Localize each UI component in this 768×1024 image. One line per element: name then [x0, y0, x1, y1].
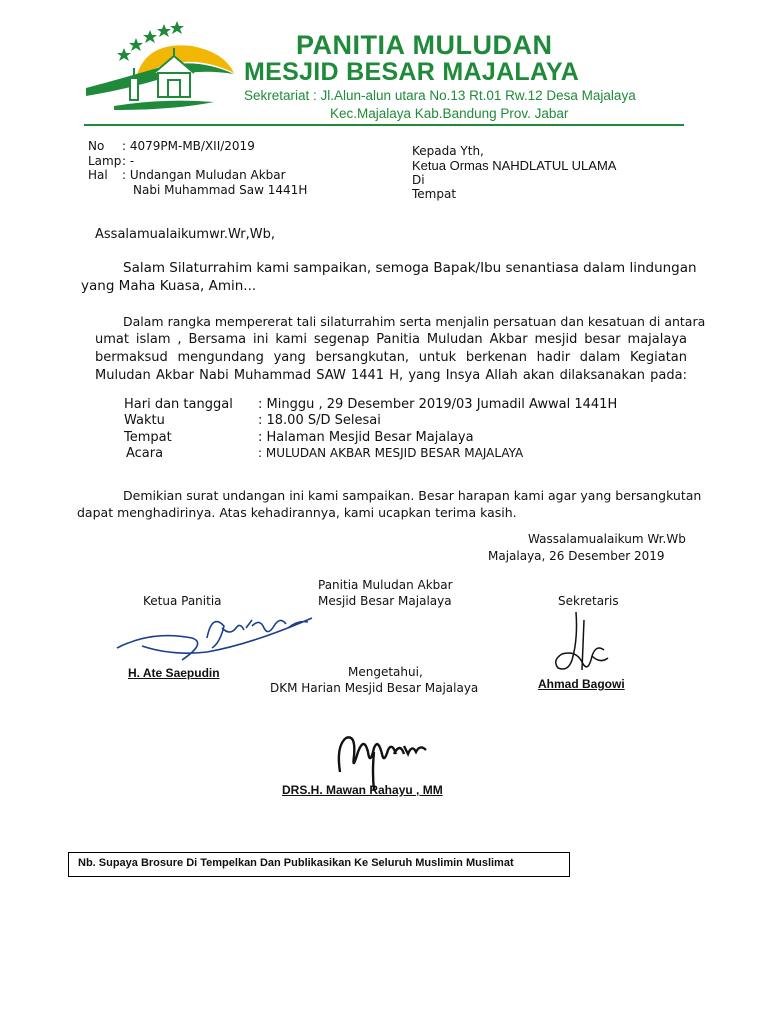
org-line-2: Mesjid Besar Majalaya: [318, 594, 452, 608]
letterhead-title-1: PANITIA MULUDAN: [296, 30, 553, 60]
sekretaris-name: Ahmad Bagowi: [538, 677, 625, 691]
detail-value-event: : MULUDAN AKBAR MESJID BESAR MAJALAYA: [258, 446, 524, 460]
para1-line-2: yang Maha Kuasa, Amin...: [81, 278, 257, 294]
meta-hal-value-2: Nabi Muhammad Saw 1441H: [133, 183, 308, 197]
closing-line-1: Demikian surat undangan ini kami sampaikan. Besar harapan kami agar yang bersangkutan: [123, 488, 702, 503]
recipient-line-1: Kepada Yth,: [412, 144, 484, 158]
para1-line-1: Salam Silaturrahim kami sampaikan, semoga Bapak/Ibu senantiasa dalam lindungan: [123, 260, 697, 276]
detail-label-place: Tempat: [124, 430, 172, 445]
detail-label-date: Hari dan tanggal: [124, 397, 233, 412]
note-text: Nb. Supaya Brosure Di Tempelkan Dan Publikasikan Ke Seluruh Muslimin Muslimat: [78, 857, 514, 869]
recipient-line-4: Tempat: [412, 187, 457, 201]
letterhead-address-1: Sekretariat : Jl.Alun-alun utara No.13 Rt.01 Rw.12 Desa Majalaya: [244, 88, 636, 103]
meta-lamp-label: Lamp: [88, 154, 122, 168]
place-date: Majalaya, 26 Desember 2019: [488, 549, 665, 563]
mosque-logo: [84, 18, 244, 118]
greeting: Assalamualaikumwr.Wr,Wb,: [95, 227, 275, 242]
sekretaris-title: Sekretaris: [558, 594, 619, 608]
base-sweep: [114, 101, 214, 110]
detail-label-event: Acara: [126, 446, 164, 461]
meta-no-value: : 4079PM-MB/XII/2019: [122, 139, 255, 153]
detail-value-place: : Halaman Mesjid Besar Majalaya: [258, 430, 474, 445]
para2-line-2: umat islam , Bersama ini kami segenap Panitia Muludan Akbar mesjid besar majalaya: [95, 332, 687, 347]
para2-line-3: bermaksud mengundang yang bersangkutan, untuk berkenan hadir dalam Kegiatan: [95, 350, 687, 365]
letterhead-title-2: MESJID BESAR MAJALAYA: [244, 58, 580, 86]
detail-value-date: : Minggu , 29 Desember 2019/03 Jumadil Awwal 1441H: [258, 397, 618, 412]
recipient-line-3: Di: [412, 173, 425, 187]
sekretaris-signature: [548, 610, 618, 682]
para2-line-4: Muludan Akbar Nabi Muhammad SAW 1441 H, yang Insya Allah akan dilaksanakan pada:: [95, 368, 687, 383]
meta-hal-value-1: : Undangan Muludan Akbar: [122, 168, 286, 182]
detail-label-time: Waktu: [124, 413, 165, 428]
letterhead-address-2: Kec.Majalaya Kab.Bandung Prov. Jabar: [330, 106, 569, 121]
org-line-1: Panitia Muludan Akbar: [318, 578, 453, 592]
recipient-line-2: Ketua Ormas NAHDLATUL ULAMA: [412, 158, 617, 173]
meta-no-label: No: [88, 139, 105, 153]
salam-closing: Wassalamualaikum Wr.Wb: [528, 532, 686, 546]
para2-line-1: Dalam rangka mempererat tali silaturrahim serta menjalin persatuan dan kesatuan di antara: [123, 314, 706, 329]
meta-hal-label: Hal: [88, 168, 108, 182]
closing-line-2: dapat menghadirinya. Atas kehadirannya, kami ucapkan terima kasih.: [77, 505, 517, 520]
ketua-title: Ketua Panitia: [143, 594, 222, 608]
mengetahui: Mengetahui,: [348, 665, 423, 679]
meta-lamp-value: : -: [122, 154, 135, 168]
letterhead-divider: [84, 124, 684, 126]
ketua-signature: [112, 608, 322, 668]
ketua-name: H. Ate Saepudin: [128, 666, 220, 680]
dkm-name: DRS.H. Mawan Rahayu , MM: [282, 783, 443, 797]
detail-value-time: : 18.00 S/D Selesai: [258, 413, 381, 428]
dkm-title: DKM Harian Mesjid Besar Majalaya: [270, 681, 479, 695]
